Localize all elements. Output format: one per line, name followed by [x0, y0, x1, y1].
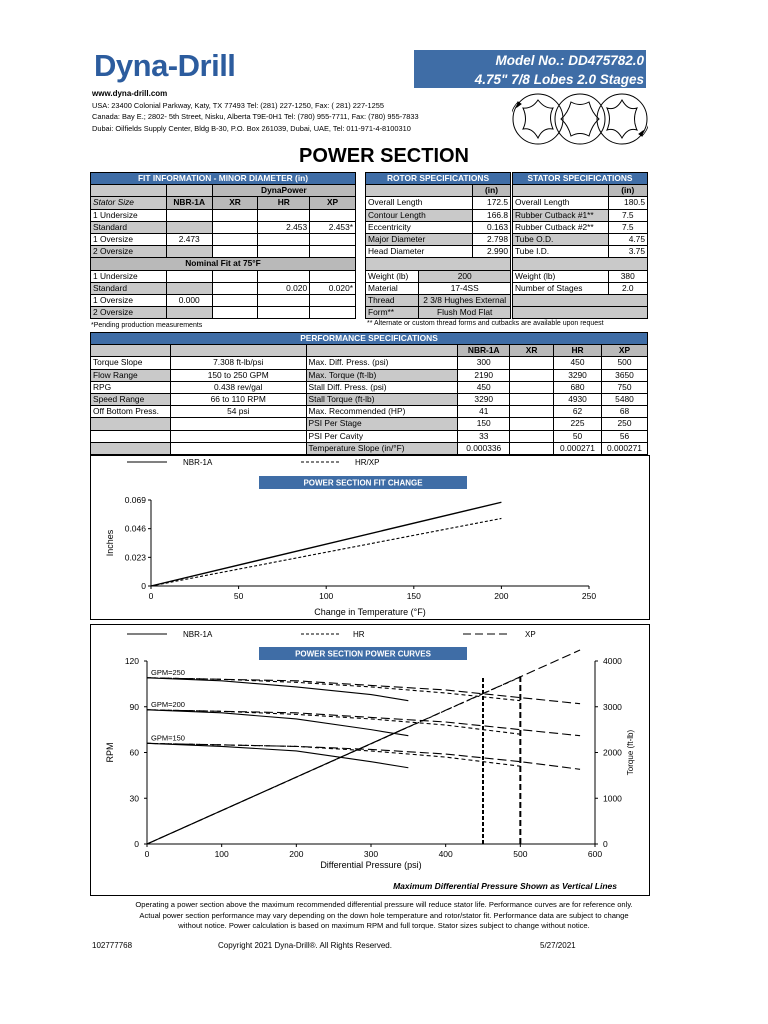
legend-label-hrxp: HR/XP — [355, 458, 380, 467]
x-tick-label: 50 — [233, 591, 244, 601]
table-row: Speed Range 66 to 110 RPM Stall Torque (ft-lb) 3290 4930 5480 — [91, 394, 648, 406]
dynapower-header: DynaPower — [212, 185, 355, 197]
address-dubai: Dubai: Oilfields Supply Center, Bldg B-30, P.O. Box 261039, Dubai, UAE, Tel: 011-971-4-8100310 — [92, 123, 411, 133]
x-tick-label: 0 — [144, 849, 150, 859]
table-row: Rubber Cutback #2** 7.5 — [513, 221, 648, 233]
rotor-title: ROTOR SPECIFICATIONS — [366, 173, 511, 185]
model-number: Model No.: DD475782.0 — [495, 53, 644, 68]
x-tick-label: 100 — [319, 591, 334, 601]
table-row: Form** Flush Mod Flat — [366, 307, 511, 319]
stator-size-label: Stator Size — [91, 197, 167, 209]
disclaimer-line: Actual power section performance may vary depending on the down hole temperature and rotor/stator fit. Performance data are subject to change — [139, 910, 629, 920]
address-canada: Canada: Bay E.; 2802- 5th Street, Nisku, Alberta T9E-0H1 Tel: (780) 955-7711, Fax: (780) 955-7833 — [92, 112, 419, 122]
y-right-tick-label: 0 — [603, 839, 608, 849]
x-tick-label: 200 — [494, 591, 509, 601]
x-axis-label: Differential Pressure (psi) — [320, 860, 422, 870]
stator-unit: (in) — [608, 185, 647, 197]
table-row: Overall Length 172.5 — [366, 197, 511, 209]
rotor-unit: (in) — [473, 185, 511, 197]
y-right-tick-label: 4000 — [603, 656, 622, 666]
series-line-hr-xp — [151, 518, 501, 586]
disclaimer-line: Operating a power section above the maximum recommended differential pressure will reduce stator life. Performance curves are for reference only. — [135, 900, 633, 909]
disclaimer-line: without notice. Power calculation is based on maximum RPM and full torque. Stator sizes subject to change without notice. — [178, 921, 590, 931]
col-nbr1a: NBR-1A — [166, 197, 212, 209]
flow-label: GPM=200 — [151, 699, 185, 709]
table-row: Tube O.D. 4.75 — [513, 234, 648, 246]
stator-title: STATOR SPECIFICATIONS — [513, 173, 648, 185]
y-tick-label: 30 — [129, 793, 139, 804]
y-tick-label: 0.046 — [124, 523, 146, 534]
table-row: Rubber Cutback #1** 7.5 — [513, 209, 648, 221]
table-row: Head Diameter 2.990 — [366, 246, 511, 258]
legend-label-nbr1a: NBR-1A — [183, 458, 213, 467]
x-tick-label: 250 — [581, 591, 597, 601]
chart-title: POWER SECTION POWER CURVES — [295, 649, 431, 659]
series-line-nbr-1a-gpm200 — [147, 710, 408, 736]
rotor-spec-table — [365, 172, 511, 319]
x-tick-label: 150 — [406, 591, 421, 601]
nominal-fit-header: Nominal Fit at 75°F — [91, 258, 356, 270]
perf-col-xr: XR — [510, 345, 554, 357]
flow-label: GPM=150 — [151, 733, 185, 743]
doc-number: 102777768 — [92, 941, 133, 950]
table-row: Contour Length 166.8 — [366, 209, 511, 221]
series-line-hr-gpm150 — [147, 743, 520, 766]
x-tick-label: 0 — [148, 591, 154, 601]
page-title: POWER SECTION — [298, 145, 469, 167]
table-row: Off Bottom Press. 54 psi Max. Recommended (HP) 41 62 68 — [91, 406, 648, 418]
y-tick-label: 90 — [129, 701, 139, 712]
series-line-nbr-1a — [151, 502, 501, 586]
legend-label-nbr1a: NBR-1A — [183, 630, 213, 639]
legend-label-hr: HR — [353, 630, 365, 639]
chart-title: POWER SECTION FIT CHANGE — [303, 478, 423, 488]
table-row: Major Diameter 2.798 — [366, 234, 511, 246]
performance-title: PERFORMANCE SPECIFICATIONS — [91, 333, 648, 345]
y-right-tick-label: 2000 — [603, 747, 622, 758]
x-axis-label: Change in Temperature (°F) — [314, 607, 426, 617]
address-usa: USA: 23400 Colonial Parkway, Katy, TX 77493 Tel: (281) 227-1250, Fax: ( 281) 227-1255 — [92, 100, 384, 110]
x-tick-label: 200 — [289, 849, 304, 859]
x-tick-label: 500 — [513, 849, 528, 859]
table-row: Weight (lb) 200 — [366, 270, 511, 282]
power-curves-chart-svg — [91, 625, 649, 895]
fit-footnote: *Pending production measurements — [91, 322, 203, 329]
y-axis-label: Inches — [105, 529, 115, 557]
copyright: Copyright 2021 Dyna-Drill®. All Rights Reserved. — [218, 941, 392, 950]
series-line-xp-gpm250 — [147, 678, 580, 704]
table-row: Standard 2.453 2.453* — [91, 221, 356, 233]
table-row: PSI Per Stage 150 225 250 — [91, 418, 648, 430]
perf-col-xp: XP — [601, 345, 647, 357]
legend-label-xp: XP — [525, 630, 536, 639]
table-row: RPG 0.438 rev/gal Stall Diff. Press. (psi) 450 680 750 — [91, 381, 648, 393]
series-line-hr-gpm200 — [147, 710, 520, 734]
fit-info-title: FIT INFORMATION - MINOR DIAMETER (in) — [91, 173, 356, 185]
y-tick-label: 120 — [124, 656, 139, 666]
model-description: 4.75" 7/8 Lobes 2.0 Stages — [474, 72, 644, 87]
x-tick-label: 100 — [214, 849, 229, 859]
table-row: 1 Oversize 2.473 — [91, 234, 356, 246]
col-xr: XR — [212, 197, 258, 209]
power-curves-chart — [90, 624, 650, 896]
perf-col-hr: HR — [554, 345, 602, 357]
brand-logo: Dyna-Drill — [94, 48, 236, 83]
perf-col-nbr1a: NBR-1A — [458, 345, 510, 357]
doc-date: 5/27/2021 — [540, 941, 576, 950]
table-row: Weight (lb) 380 — [513, 270, 648, 282]
table-row: PSI Per Cavity 33 50 56 — [91, 430, 648, 442]
table-row: Thread 2 3/8 Hughes External — [366, 295, 511, 307]
series-line-hr-gpm250 — [147, 678, 520, 701]
y-tick-label: 0 — [134, 839, 139, 849]
col-hr: HR — [258, 197, 310, 209]
x-tick-label: 600 — [587, 849, 603, 859]
table-row: Overall Length 180.5 — [513, 197, 648, 209]
table-row: Number of Stages 2.0 — [513, 282, 648, 294]
table-row: Torque Slope 7.308 ft-lb/psi Max. Diff. Press. (psi) 300 450 500 — [91, 357, 648, 369]
flow-label: GPM=250 — [151, 667, 185, 677]
x-tick-label: 300 — [363, 849, 379, 859]
series-line-nbr-1a-gpm150 — [147, 743, 408, 767]
website-link[interactable]: www.dyna-drill.com — [92, 89, 168, 98]
table-row: Flow Range 150 to 250 GPM Max. Torque (ft-lb) 2190 3290 3650 — [91, 369, 648, 381]
spec-footnote: ** Alternate or custom thread forms and cutbacks are available upon request — [367, 320, 604, 327]
fit-change-chart-svg — [91, 456, 649, 619]
table-row: 1 Undersize — [91, 209, 356, 221]
chart-subtitle: Maximum Differential Pressure Shown as Vertical Lines — [393, 881, 617, 891]
y-axis-label: RPM — [105, 742, 115, 763]
model-banner — [414, 50, 646, 88]
fit-information-table — [90, 172, 356, 319]
series-line-nbr-1a-gpm250 — [147, 678, 408, 701]
table-row: Material 17-4SS — [366, 282, 511, 294]
table-row: Eccentricity 0.163 — [366, 221, 511, 233]
lobe-profile-diagram — [512, 91, 648, 147]
x-tick-label: 400 — [438, 849, 453, 859]
table-row: 1 Undersize — [91, 270, 356, 282]
y-tick-label: 60 — [129, 747, 139, 758]
y-right-tick-label: 1000 — [603, 793, 622, 804]
y-tick-label: 0.069 — [124, 495, 146, 505]
y-right-tick-label: 3000 — [603, 701, 622, 712]
performance-table — [90, 332, 648, 455]
table-row: Temperature Slope (in/°F) 0.000336 0.000271 0.000271 — [91, 442, 648, 454]
disclaimer — [0, 900, 768, 932]
address-block — [92, 88, 419, 134]
series-line-xp-gpm200 — [147, 710, 580, 736]
stator-spec-table — [512, 172, 648, 319]
col-xp: XP — [310, 197, 356, 209]
y-tick-label: 0.023 — [124, 552, 146, 563]
y-right-axis-label: Torque (ft-lb) — [626, 729, 635, 776]
table-row: 2 Oversize — [91, 246, 356, 258]
table-row: Standard 0.020 0.020* — [91, 282, 356, 294]
table-row: 1 Oversize 0.000 — [91, 295, 356, 307]
y-tick-label: 0 — [141, 581, 146, 591]
fit-change-chart — [90, 455, 650, 620]
table-row: Tube I.D. 3.75 — [513, 246, 648, 258]
table-row: 2 Oversize — [91, 307, 356, 319]
